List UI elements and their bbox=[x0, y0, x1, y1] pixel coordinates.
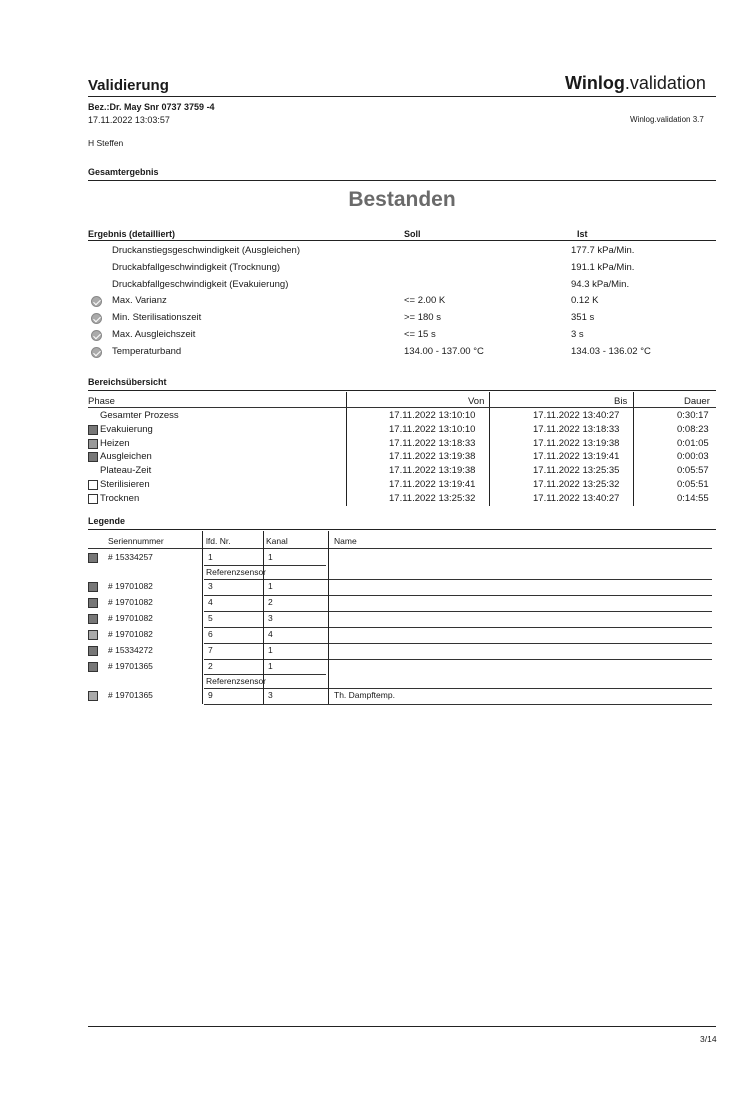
result-soll: <= 2.00 K bbox=[404, 295, 446, 307]
phase-bis: 17.11.2022 13:40:27 bbox=[533, 492, 620, 504]
software-version: Winlog.validation 3.7 bbox=[630, 115, 704, 124]
section-rule bbox=[88, 529, 716, 530]
phase-name: Gesamter Prozess bbox=[100, 410, 179, 421]
row-rule bbox=[204, 595, 712, 596]
sensor-serial: # 19701365 bbox=[108, 661, 153, 671]
sensor-lfd: 5 bbox=[208, 613, 213, 623]
phase-von: 17.11.2022 13:18:33 bbox=[389, 437, 476, 449]
sensor-swatch bbox=[88, 630, 98, 640]
result-name: Min. Sterilisationszeit bbox=[112, 312, 202, 324]
result-ist: 134.03 - 136.02 °C bbox=[571, 345, 651, 357]
sensor-lfd: 4 bbox=[208, 597, 213, 607]
sensor-name: Th. Dampftemp. bbox=[334, 690, 395, 700]
row-rule bbox=[204, 704, 712, 705]
section-gesamtergebnis: Gesamtergebnis bbox=[88, 167, 159, 177]
column-divider bbox=[633, 392, 634, 506]
phase-bis: 17.11.2022 13:19:38 bbox=[533, 437, 620, 449]
sensor-serial: # 15334257 bbox=[108, 552, 153, 562]
phase-dauer: 0:05:57 bbox=[677, 465, 709, 477]
overall-result: Bestanden bbox=[348, 188, 456, 211]
phase-swatch bbox=[88, 439, 98, 449]
phase-bis: 17.11.2022 13:40:27 bbox=[533, 410, 620, 421]
device-designation: Bez.:Dr. May Snr 0737 3759 -4 bbox=[88, 102, 215, 112]
result-ist: 191.1 kPa/Min. bbox=[571, 261, 635, 273]
phase-von: 17.11.2022 13:10:10 bbox=[389, 423, 476, 435]
column-divider bbox=[328, 531, 329, 704]
sensor-swatch bbox=[88, 553, 98, 563]
phase-name: Plateau-Zeit bbox=[100, 465, 152, 477]
row-rule bbox=[204, 565, 326, 566]
phase-name: Sterilisieren bbox=[100, 479, 150, 490]
result-ist: 3 s bbox=[571, 329, 584, 340]
header-rule bbox=[88, 407, 716, 408]
sensor-swatch bbox=[88, 582, 98, 592]
col-name: Name bbox=[334, 536, 357, 546]
operator-name: H Steffen bbox=[88, 138, 124, 148]
header-rule bbox=[88, 96, 716, 97]
check-icon bbox=[91, 313, 102, 324]
section-rule bbox=[88, 390, 716, 391]
sensor-role: Referenzsensor bbox=[206, 567, 267, 577]
sensor-lfd: 1 bbox=[208, 552, 213, 562]
check-icon bbox=[91, 347, 102, 358]
col-soll: Soll bbox=[404, 229, 421, 239]
sensor-lfd: 3 bbox=[208, 581, 213, 591]
sensor-lfd: 7 bbox=[208, 645, 213, 655]
col-lfd-nr: lfd. Nr. bbox=[206, 536, 231, 546]
phase-swatch bbox=[88, 494, 98, 504]
sensor-swatch bbox=[88, 614, 98, 624]
phase-bis: 17.11.2022 13:19:41 bbox=[533, 451, 620, 463]
phase-von: 17.11.2022 13:19:38 bbox=[389, 451, 476, 463]
document-title: Validierung bbox=[88, 77, 169, 94]
result-soll: <= 15 s bbox=[404, 329, 436, 340]
row-rule bbox=[204, 611, 712, 612]
row-rule bbox=[204, 627, 712, 628]
page-number: 3/14 bbox=[700, 1034, 717, 1044]
phase-von: 17.11.2022 13:10:10 bbox=[389, 410, 476, 421]
section-legende: Legende bbox=[88, 516, 126, 526]
sensor-swatch bbox=[88, 646, 98, 656]
sensor-serial: # 19701082 bbox=[108, 613, 153, 623]
sensor-kanal: 1 bbox=[268, 581, 273, 591]
sensor-lfd: 9 bbox=[208, 690, 213, 700]
sensor-kanal: 3 bbox=[268, 690, 273, 700]
section-ergebnis: Ergebnis (detailliert) bbox=[88, 229, 176, 239]
phase-bis: 17.11.2022 13:25:35 bbox=[533, 465, 620, 477]
col-von: Von bbox=[468, 396, 485, 407]
sensor-kanal: 4 bbox=[268, 629, 273, 639]
sensor-kanal: 3 bbox=[268, 613, 273, 623]
sensor-serial: # 19701082 bbox=[108, 597, 153, 607]
phase-dauer: 0:14:55 bbox=[677, 492, 709, 504]
check-icon bbox=[91, 330, 102, 341]
phase-name: Heizen bbox=[100, 437, 130, 449]
sensor-swatch bbox=[88, 691, 98, 701]
phase-von: 17.11.2022 13:19:41 bbox=[389, 479, 476, 490]
phase-name: Ausgleichen bbox=[100, 451, 152, 463]
sensor-serial: # 15334272 bbox=[108, 645, 153, 655]
phase-dauer: 0:08:23 bbox=[677, 423, 709, 435]
section-rule bbox=[88, 180, 716, 181]
sensor-kanal: 1 bbox=[268, 552, 273, 562]
phase-dauer: 0:00:03 bbox=[677, 451, 709, 463]
check-icon bbox=[91, 296, 102, 307]
phase-swatch bbox=[88, 480, 98, 490]
column-divider bbox=[346, 392, 347, 506]
phase-von: 17.11.2022 13:19:38 bbox=[389, 465, 476, 477]
result-name: Druckabfallgeschwindigkeit (Evakuierung) bbox=[112, 278, 289, 290]
phase-dauer: 0:30:17 bbox=[677, 410, 709, 421]
col-dauer: Dauer bbox=[684, 396, 710, 407]
result-name: Druckabfallgeschwindigkeit (Trocknung) bbox=[112, 261, 281, 273]
phase-dauer: 0:05:51 bbox=[677, 479, 709, 490]
result-name: Temperaturband bbox=[112, 345, 182, 357]
winlog-logo: Winlog.validation bbox=[565, 73, 706, 93]
col-bis: Bis bbox=[614, 396, 628, 407]
col-seriennummer: Seriennummer bbox=[108, 536, 164, 546]
row-rule bbox=[204, 674, 326, 675]
phase-swatch bbox=[88, 425, 98, 435]
sensor-swatch bbox=[88, 598, 98, 608]
result-soll: 134.00 - 137.00 °C bbox=[404, 345, 484, 357]
column-divider bbox=[202, 531, 203, 704]
sensor-serial: # 19701082 bbox=[108, 629, 153, 639]
section-rule bbox=[88, 240, 716, 241]
sensor-lfd: 2 bbox=[208, 661, 213, 671]
col-phase: Phase bbox=[88, 396, 115, 407]
result-name: Max. Varianz bbox=[112, 295, 167, 307]
result-soll: >= 180 s bbox=[404, 312, 441, 324]
footer-rule bbox=[88, 1026, 716, 1027]
sensor-lfd: 6 bbox=[208, 629, 213, 639]
result-ist: 351 s bbox=[571, 312, 595, 324]
result-ist: 94.3 kPa/Min. bbox=[571, 278, 630, 290]
section-bereichsuebersicht: Bereichsübersicht bbox=[88, 377, 167, 387]
header-rule bbox=[88, 548, 712, 549]
result-ist: 0.12 K bbox=[571, 295, 599, 307]
row-rule bbox=[204, 643, 712, 644]
phase-swatch bbox=[88, 452, 98, 462]
report-datetime: 17.11.2022 13:03:57 bbox=[88, 115, 170, 125]
result-name: Max. Ausgleichszeit bbox=[112, 329, 196, 340]
col-ist: Ist bbox=[577, 229, 588, 239]
phase-name: Trocknen bbox=[100, 492, 140, 504]
phase-bis: 17.11.2022 13:18:33 bbox=[533, 423, 620, 435]
row-rule bbox=[204, 688, 712, 689]
sensor-kanal: 1 bbox=[268, 661, 273, 671]
phase-dauer: 0:01:05 bbox=[677, 437, 709, 449]
sensor-role: Referenzsensor bbox=[206, 676, 267, 686]
phase-bis: 17.11.2022 13:25:32 bbox=[533, 479, 620, 490]
row-rule bbox=[204, 659, 712, 660]
column-divider bbox=[263, 531, 264, 704]
sensor-kanal: 2 bbox=[268, 597, 273, 607]
column-divider bbox=[489, 392, 490, 506]
row-rule bbox=[204, 579, 712, 580]
sensor-swatch bbox=[88, 662, 98, 672]
col-kanal: Kanal bbox=[266, 536, 288, 546]
sensor-kanal: 1 bbox=[268, 645, 273, 655]
phase-von: 17.11.2022 13:25:32 bbox=[389, 492, 476, 504]
result-name: Druckanstiegsgeschwindigkeit (Ausgleichen) bbox=[112, 245, 300, 256]
sensor-serial: # 19701082 bbox=[108, 581, 153, 591]
result-ist: 177.7 kPa/Min. bbox=[571, 245, 635, 256]
sensor-serial: # 19701365 bbox=[108, 690, 153, 700]
phase-name: Evakuierung bbox=[100, 423, 153, 435]
